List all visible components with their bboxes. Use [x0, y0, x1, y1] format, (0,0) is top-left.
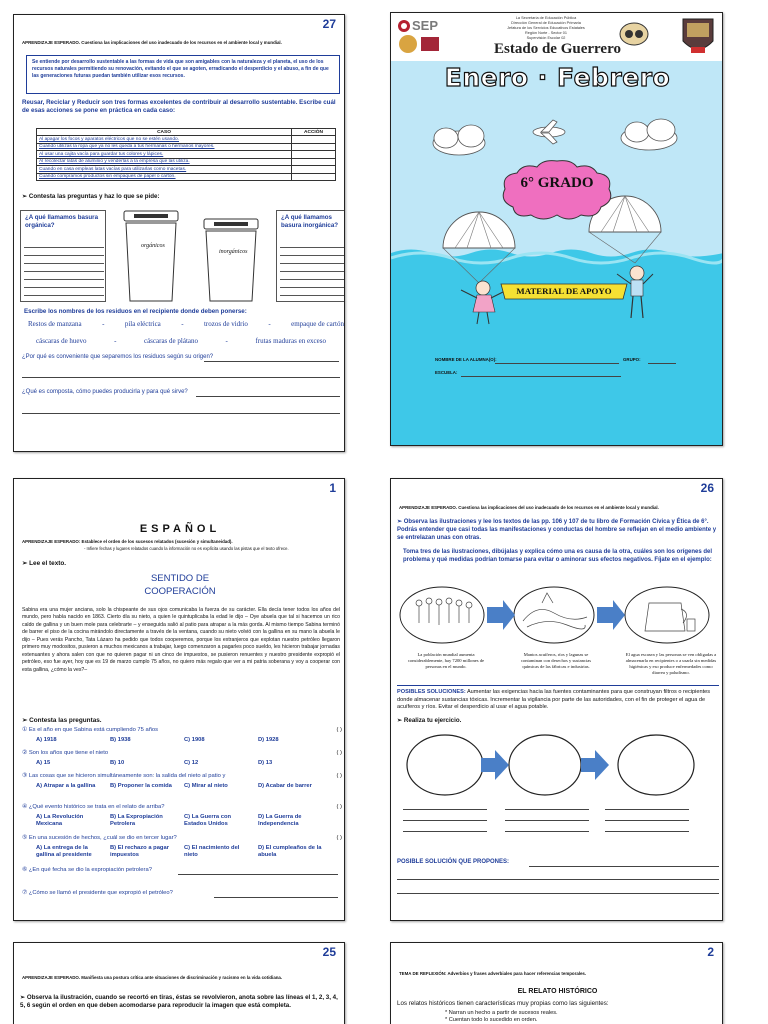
answer-option[interactable]: D) El cumpleaños de la abuela — [258, 845, 322, 858]
question-7: ⑦ ¿Cómo se llamó el presidente que expropió el petróleo? — [22, 890, 173, 896]
question-1: ① Es el año en que Sabina está cumpliendo 75 años ( ) — [22, 727, 342, 733]
cover-header-lines: La Secretaría de Educación Pública Dirección General de Educación Primaria Jefatura de los Servicios Educativos Estatales Región Norte - Sector 01 Supervisión Escolar 02 — [507, 16, 585, 40]
list-item: * Cuentan todo lo sucedido en orden. — [445, 1017, 538, 1024]
escuela-label: ESCUELA: — [435, 370, 458, 375]
material-banner-text: MATERIAL DE APOYO — [516, 286, 612, 296]
residuo-item: trozos de vidrio — [203, 320, 248, 328]
question-separar: ¿Por qué es conveniente que separemos los residuos según su origen? — [22, 354, 214, 360]
options-row — [36, 845, 332, 859]
task-text: Toma tres de las ilustraciones, dibújalas y explica cómo una es causa de la otra, cuáles son los orígenes del problema y qué medidas podrían tomarse para evitar o aminorar sus efectos negativos. Fíjate en el ejemplo: — [403, 549, 713, 564]
trash-bins-illustration — [114, 205, 274, 305]
answer-line[interactable] — [24, 287, 104, 288]
options-row — [36, 760, 332, 767]
answer-option[interactable]: B) La Expropiación Petrolera — [110, 814, 163, 827]
cover-title: Enero · Febrero — [444, 63, 671, 92]
table-row — [37, 136, 336, 144]
answer-option[interactable]: A) Atrapar a la gallina — [36, 783, 96, 789]
answer-line[interactable] — [24, 263, 104, 264]
answer-line[interactable] — [403, 820, 487, 821]
answer-line[interactable] — [24, 295, 104, 296]
table-cell-accion[interactable] — [292, 136, 336, 144]
answer-line[interactable] — [505, 809, 589, 810]
subject-title: ESPAÑOL — [139, 523, 221, 535]
table-cell-caso: Cuando utilizas la ropa que ya no les queda a tus hermanas o hermanos mayores. — [37, 143, 292, 151]
answer-option[interactable]: B) El rechazo a pagar impuestos — [110, 845, 169, 858]
answer-option[interactable]: A) 1918 — [36, 737, 57, 743]
answer-line[interactable] — [403, 809, 487, 810]
answer-line[interactable] — [24, 255, 104, 256]
residuo-item: cáscaras de huevo — [36, 337, 87, 345]
instruction-text: Reusar, Reciclar y Reducir son tres formas excelentes de contribuir al desarrollo sustentable. Escribe cuál de esas acciones se pone en práctica en cada caso: — [22, 99, 336, 115]
aprendizaje-esperado: APRENDIZAJE ESPERADO. Cuestiona las implicaciones del uso inadecuado de los recursos en el ambiente local y mundial. — [22, 40, 282, 45]
table-cell-accion[interactable] — [292, 143, 336, 151]
table-header-accion: ACCIÓN — [292, 129, 336, 136]
options-row — [36, 814, 332, 828]
answer-line[interactable] — [605, 809, 689, 810]
caption-3: El agua escasea y las personas se ven obligadas a almacenarla en recipientes o a usarla sin medidas higiénicas y eso produce enfermedades como diarrea y paludismo. — [625, 652, 717, 675]
answer-option[interactable]: B) Proponer la comida — [110, 783, 172, 789]
sep-text: SEP — [412, 18, 439, 33]
table-row — [37, 173, 336, 181]
worksheet-page-1 — [13, 478, 345, 921]
worksheet-page-25 — [13, 942, 345, 1024]
answer-option[interactable]: A) La Revolución Mexicana — [36, 814, 84, 827]
nombre-label: NOMBRE DE LA ALUMNA(O): — [435, 357, 497, 362]
answer-line[interactable] — [505, 820, 589, 821]
intro-text: Se entiende por desarrollo sustentable a las formas de vida que son amigables con la naturaleza y el planeta, el uso de los recursos naturales permitiendo su renovación, evitando el que se agoten, erradicando el desperdicio y el abuso, a fin de que las generaciones futuras puedan también utilizar esos recursos. — [32, 59, 329, 79]
answer-line[interactable] — [280, 295, 344, 296]
worksheet-page-26 — [390, 478, 723, 921]
answer-option[interactable]: A) La entrega de la gallina al presidente — [36, 845, 92, 858]
table-row — [37, 151, 336, 159]
answer-option[interactable]: D) Acabar de barrer — [258, 783, 312, 789]
page-number: 25 — [322, 945, 336, 959]
table-cell-accion[interactable] — [292, 173, 336, 181]
page-number: 26 — [700, 481, 714, 495]
question-3: ③ Las cosas que se hicieron simultáneamente son: la salida del nieto al patio y ( ) — [22, 773, 342, 779]
aprendizaje-esperado: APRENDIZAJE ESPERADO: Establece el orden de los sucesos relatados (sucesión y simultaneidad). — [22, 539, 233, 544]
table-cell-caso: Al usar una cajita vacía para guardar tus colores y lápices. — [37, 151, 292, 159]
realiza-label: ➢ Realiza tu ejercicio. — [397, 717, 462, 724]
bullet-list — [445, 1010, 558, 1024]
answer-option[interactable]: C) 1908 — [184, 737, 205, 743]
question-inorganica: ¿A qué llamamos basura inorgánica? — [281, 214, 339, 229]
caption-2: Mantos acuíferos, ríos y lagunas se contaminan con desechos y sustancias químicas de las fábricas e industrias. — [520, 652, 592, 669]
answer-line[interactable] — [24, 271, 104, 272]
answer-line[interactable] — [280, 255, 344, 256]
answer-line[interactable] — [24, 279, 104, 280]
answer-option[interactable]: C) Mirar al nieto — [184, 783, 228, 789]
page-number: 2 — [707, 945, 714, 959]
answer-line[interactable] — [403, 831, 487, 832]
escribe-label: Escribe los nombres de los residuos en el recipiente donde deben ponerse: — [24, 308, 247, 315]
bin-label-organicos: orgánicos — [141, 243, 165, 249]
answer-line[interactable] — [280, 287, 344, 288]
answer-line[interactable] — [280, 279, 344, 280]
answer-option[interactable]: D) La Guerra de Independencia — [258, 814, 302, 827]
intro-box — [26, 55, 340, 94]
table-cell-accion[interactable] — [292, 158, 336, 166]
question-organica: ¿A qué llamamos basura orgánica? — [25, 214, 99, 229]
table-row — [37, 166, 336, 174]
instruction-text: ➢ Observa la ilustración, cuando se recortó en tiras, éstas se revolvieron, anota sobre las líneas el 1, 2, 3, 4, 5, 6 según el orden en que deben acomodarse para reproducir la imagen que está completa. — [20, 994, 338, 1010]
worksheet-page-2 — [390, 942, 723, 1024]
question-6: ⑥ ¿En qué fecha se dio la expropiación petrolera? — [22, 867, 152, 873]
question-composta: ¿Qué es composta, cómo puedes producirla y para qué sirve? — [22, 389, 188, 395]
cover-page — [390, 12, 723, 446]
answer-option[interactable]: A) 15 — [36, 760, 51, 766]
residuo-item: cáscaras de plátano — [143, 337, 198, 345]
answer-option[interactable]: D) 13 — [258, 760, 273, 766]
question-4: ④ ¿Qué evento histórico se trata en el relato de arriba? ( ) — [22, 804, 342, 810]
answer-option[interactable]: B) 10 — [110, 760, 125, 766]
exercise-diagram — [397, 731, 719, 801]
residuos-row-1: Restos de manzana - pila eléctrica - trozos de vidrio - empaque de cartón — [28, 320, 344, 328]
table-cell-caso: Cuando compramos productos sin empaques de papel o cartón. — [37, 173, 292, 181]
section-title: EL RELATO HISTÓRICO — [517, 988, 598, 995]
story-title: SENTIDO DE COOPERACIÓN — [144, 573, 216, 597]
bin-label-inorganicos: inorgánicos — [219, 249, 248, 255]
table-row — [37, 143, 336, 151]
answer-line[interactable] — [605, 831, 689, 832]
answer-line[interactable] — [280, 271, 344, 272]
answer-line[interactable] — [505, 831, 589, 832]
answer-option[interactable]: D) 1928 — [258, 737, 279, 743]
table-cell-caso: Al recolectar latas de aluminio y venderlas a la empresa que las utiliza. — [37, 158, 292, 166]
estado-title: Estado de Guerrero — [494, 41, 621, 57]
options-row — [36, 737, 332, 744]
residuo-item: Restos de manzana — [28, 320, 82, 328]
caption-1: La población mundial aumenta considerablemente, hay 7200 millones de personas en el mundo. — [407, 652, 485, 669]
aprendizaje-secondary: - Infiere fechas y lugares relatados cuando la información no es explícita usando las pistas que el texto ofrece. — [84, 546, 289, 551]
answer-line[interactable] — [24, 247, 104, 248]
grupo-label: GRUPO: — [623, 357, 641, 362]
table-cell-caso: Cuando en casa empleas latas vacías para utilizarlas como macetas. — [37, 166, 292, 174]
table-cell-caso: Al apagar los focos y aparatos eléctricos que no se estén usando. — [37, 136, 292, 144]
table-cell-accion[interactable] — [292, 151, 336, 159]
question-5: ⑤ En una sucesión de hechos, ¿cuál se dio en tercer lugar? ( ) — [22, 835, 342, 841]
example-diagram — [397, 583, 719, 653]
answer-option[interactable]: C) 12 — [184, 760, 199, 766]
contesta-label: ➢ Contesta las preguntas y haz lo que se pide: — [22, 193, 160, 200]
question-2: ② Son los años que tiene el nieto ( ) — [22, 750, 342, 756]
answer-option[interactable]: C) El nacimiento del nieto — [184, 845, 240, 858]
answer-option[interactable]: B) 1938 — [110, 737, 131, 743]
page-number: 1 — [329, 481, 336, 495]
residuos-row-2: cáscaras de huevo - cáscaras de plátano - frutas maduras en exceso — [36, 337, 326, 345]
table-cell-accion[interactable] — [292, 166, 336, 174]
propones-label: POSIBLE SOLUCIÓN QUE PROPONES: — [397, 859, 510, 865]
organica-box — [20, 210, 106, 302]
grade-text: 6° GRADO — [520, 175, 594, 191]
page-number: 27 — [322, 17, 336, 31]
lee-label: ➢ Lee el texto. — [22, 560, 67, 567]
options-row — [36, 783, 332, 790]
aprendizaje-esperado: APRENDIZAJE ESPERADO. Cuestiona las implicaciones del uso inadecuado de los recursos en el ambiente local y mundial. — [399, 505, 659, 510]
answer-option[interactable]: C) La Guerra con Estados Unidos — [184, 814, 232, 827]
answer-line[interactable] — [280, 263, 344, 264]
residuo-item: frutas maduras en exceso — [255, 337, 326, 345]
story-text: Sabina era una mujer anciana, solo la chispeante de sus ojos comunicaba la fuerza de su carácter. Ella decía tener todos los años del mundo, pero había nacido en 1863. Cierto día su nieto, a quien le quintuplicaba la edad le dijo – Oye abuela que tal si hacemos un rico caldo de gallina y un buen mole para celebrarte – y enseguida salió al patio para atrapar a la más gorda. Al mismo tiempo Sabina terminó de barrer el piso de la cocina mirándolo directamente a través de la ventana, cuando su nieto volvió con la gallina en su mano la abuela le dijo – Pues verás Pancho, Tata Lázaro ha pedido que todos cooperemos, porque los extranjeros que explotan nuestro petróleo llegaron primero muy modositos, pusieron a muchos mexicanos a trabajar, luego comenzaron a pagarles poco sueldo, les hicieron trabajar jornadas extenuantes y ahora salen con que no quieren pagar ni un cinco de impuestos, se pusieron renuentes y nuestro presidente expropió el petróleo, eso fue ayer, hoy que es 19 de marzo cumplo 75 años, no quiero más regalo que ver a mi patria soberana y voy a cooperar con esta gallina, ¿cómo la ves?– — [22, 607, 340, 673]
answer-line[interactable] — [178, 874, 338, 875]
residuo-item: pila eléctrica — [124, 320, 161, 328]
table-header-caso: CASO — [37, 129, 292, 136]
actions-table — [36, 128, 336, 181]
tema-reflexion: TEMA DE REFLEXIÓN: Adverbios y frases adverbiales para hacer referencias temporales. — [399, 971, 587, 976]
inorganica-box — [276, 210, 345, 302]
table-row — [37, 158, 336, 166]
list-item: * Narran un hecho a partir de sucesos reales. — [445, 1010, 558, 1016]
soluciones-text: POSIBLES SOLUCIONES: Aumentar las exigencias hacia las fuentes contaminantes para que construyan filtros o recipientes donde almacenar sustancias tóxicas. Incrementar la vigilancia por parte de las autoridades, con el fin de proteger el agua de acuíferos y ríos. Evitar el desperdicio al usar el agua potable. — [397, 689, 711, 711]
answer-line[interactable] — [605, 820, 689, 821]
contesta-label: ➢ Contesta las preguntas. — [22, 717, 102, 724]
residuo-item: empaque de cartón — [291, 320, 344, 328]
intro-text: Los relatos históricos tienen características muy propias como las siguientes: — [397, 1000, 609, 1007]
instruction-text: ➢ Observa las ilustraciones y lee los textos de las pp. 106 y 107 de tu libro de Formación Cívica y Ética de 6°. Podrás entender que casi todas las manifestaciones y conductas del hombre se reflejan en el medio ambiente y se entrelazan unas con otras. — [397, 519, 717, 542]
worksheet-page-27 — [13, 14, 345, 452]
aprendizaje-esperado: APRENDIZAJE ESPERADO. Manifiesta una postura crítica ante situaciones de discriminación y racismo en la vida cotidiana. — [22, 975, 283, 980]
answer-line[interactable] — [280, 247, 344, 248]
